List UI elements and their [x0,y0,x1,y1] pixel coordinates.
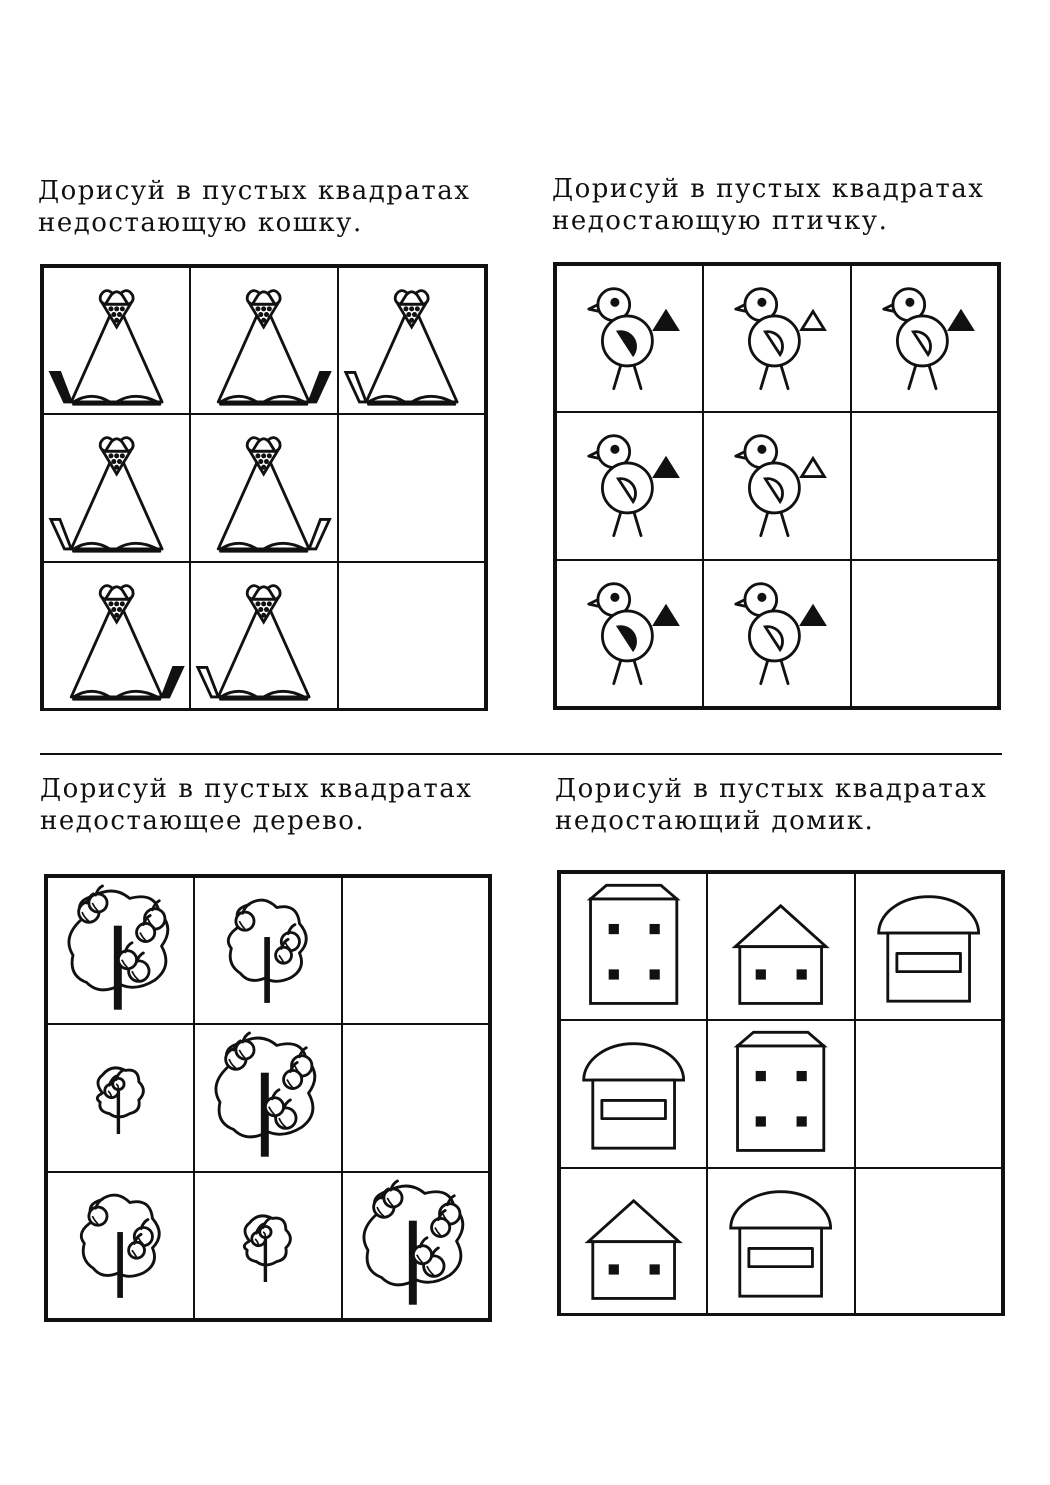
house-cell [707,873,854,1020]
cat-cell [190,267,337,414]
tree-cell [47,1024,194,1171]
bird-figure [852,266,997,411]
instruction-line-2: недостающее дерево. [40,806,366,836]
bird-cell [703,560,850,707]
house-cell [707,1168,854,1315]
bird-figure [704,266,849,411]
empty-cell[interactable] [855,1168,1002,1315]
cat-cell [43,562,190,709]
house-figure [856,874,1001,1019]
bird-grid [553,262,1001,710]
tree-grid [44,874,492,1322]
bird-cell [556,560,703,707]
house-cell [560,1168,707,1315]
cat-cell [338,267,485,414]
tree-cell [47,1172,194,1319]
empty-cell[interactable] [855,1020,1002,1167]
instruction-line-2: недостающую кошку. [38,208,363,238]
empty-cell[interactable] [342,877,489,1024]
bird-figure [557,413,702,558]
house-figure [708,1021,853,1166]
cat-figure [44,563,189,708]
cat-cell [43,267,190,414]
instruction-line-1: Дорисуй в пустых квадратах [38,176,471,206]
empty-cell[interactable] [851,560,998,707]
tree-figure [48,878,193,1023]
house-figure [561,1169,706,1314]
cat-figure [191,415,336,560]
cat-figure [191,563,336,708]
empty-cell[interactable] [342,1024,489,1171]
tree-figure [343,1173,488,1318]
house-cell [707,1020,854,1167]
instruction-line-1: Дорисуй в пустых квадратах [40,774,473,804]
house-figure [561,1021,706,1166]
cat-grid [40,264,488,711]
bird-cell [851,265,998,412]
bird-cell [556,412,703,559]
house-cell [855,873,1002,1020]
tree-figure [195,878,340,1023]
section-divider [40,753,1002,755]
cat-figure [339,268,484,413]
cat-figure [44,415,189,560]
bird-cell [703,265,850,412]
tree-figure [48,1025,193,1170]
tree-figure [48,1173,193,1318]
empty-cell[interactable] [338,562,485,709]
bird-figure [704,413,849,558]
cat-cell [190,414,337,561]
tree-figure [195,1025,340,1170]
house-cell [560,1020,707,1167]
cat-figure [191,268,336,413]
instruction-line-2: недостающую птичку. [552,206,889,236]
bird-figure [557,266,702,411]
tree-figure [195,1173,340,1318]
bird-figure [557,561,702,706]
house-grid [557,870,1005,1316]
house-figure [708,1169,853,1314]
task-instruction [552,173,984,237]
cat-cell [43,414,190,561]
tree-cell [194,1024,341,1171]
empty-cell[interactable] [338,414,485,561]
task-instruction [38,175,470,239]
house-figure [708,874,853,1019]
instruction-line-2: недостающий домик. [555,806,875,836]
cat-cell [190,562,337,709]
bird-cell [556,265,703,412]
tree-cell [194,877,341,1024]
empty-cell[interactable] [851,412,998,559]
bird-figure [704,561,849,706]
tree-cell [194,1172,341,1319]
instruction-line-1: Дорисуй в пустых квадратах [555,774,988,804]
tree-cell [342,1172,489,1319]
cat-figure [44,268,189,413]
tree-cell [47,877,194,1024]
house-cell [560,873,707,1020]
task-instruction [40,773,472,837]
instruction-line-1: Дорисуй в пустых квадратах [552,174,985,204]
task-instruction [555,773,987,837]
bird-cell [703,412,850,559]
house-figure [561,874,706,1019]
